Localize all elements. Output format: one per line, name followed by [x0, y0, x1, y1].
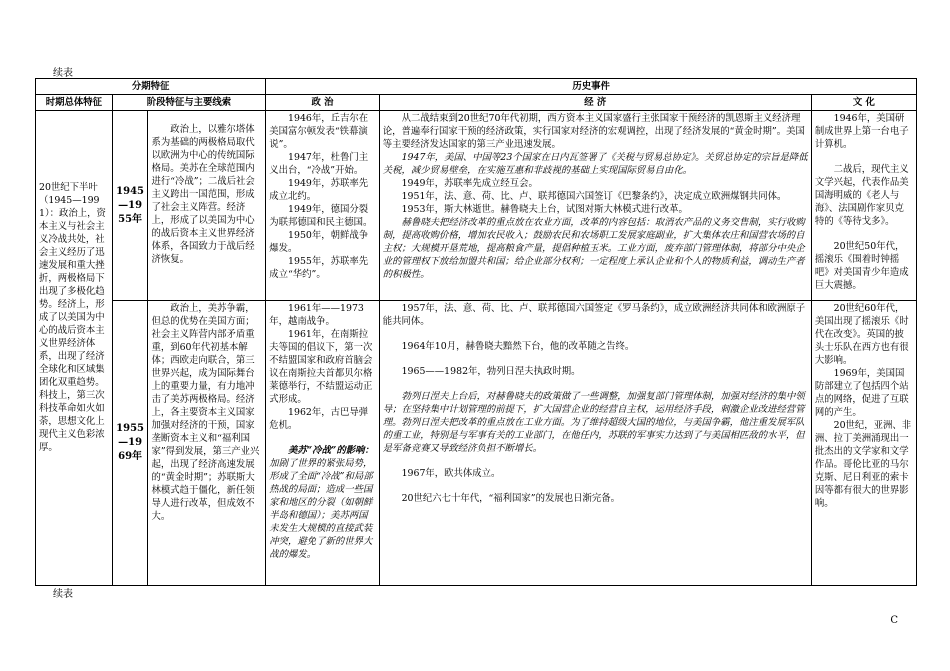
- corner-mark: C: [890, 615, 898, 626]
- politics-cell: [266, 301, 380, 586]
- economy-item: 1967年，欧共体成立。: [401, 468, 501, 479]
- culture-cell: [811, 111, 916, 301]
- period-cell: 1945—1955年: [112, 111, 148, 301]
- economy-item: 赫鲁晓夫把经济改革的重点放在农业方面，改革的内容包括：取消农产品的义务交售制，实行收购制，提高收购价格，增加农民收入；鼓励农民和农场职工发展家庭副业，扩大集体农庄和国营农场的自主权；大规模开垦荒地，提高粮食产量，提倡种植玉米。工业方面，废弃部门管理体制，将部分中央企业的管理权下放给加盟共和国；给企业部分权利；一定程度上承认企业和个人的物质利益，调动生产者的积极性。: [382, 217, 805, 280]
- continued-label-bottom: 续表: [53, 589, 73, 600]
- cold-war-impact-title: 美苏“冷战”的影响：: [288, 445, 374, 456]
- header-overall: 时期总体特征: [36, 95, 113, 111]
- economy-item: 20世纪六七十年代，“福利国家”的发展也日渐完备。: [401, 493, 620, 504]
- politics-item: 1947年，杜鲁门主义出台，“冷战”开始。: [269, 152, 369, 176]
- culture-cell: [811, 301, 916, 586]
- politics-item: 1961年——1973年，越南战争。: [269, 303, 364, 327]
- culture-item: 20世纪60年代，美国出现了摇滚乐《时代在改变》。英国的披头士乐队在西方也有很大影响。: [814, 303, 909, 366]
- politics-item: 1955年，苏联率先成立“华约”。: [269, 256, 369, 280]
- header-politics: 政 治: [266, 95, 380, 111]
- stage-text: 政治上，美苏争霸，但总的优势在美国方面；社会主义阵营内部矛盾重重，到60年代初基本解体；西欧走向联合，第三世界兴起，成为国际舞台上的重要力量，有力地冲击了美苏两极格局。经济上，各主要资本主义国家加强对经济的干预，国家垄断资本主义和“福利国家”得到发展，第三产业兴起，出现了经济高速发展的“黄金时期”；苏联斯大林模式趋于僵化，新任领导人进行改革，但成效不大。: [151, 303, 260, 522]
- economy-item: 1964年10月，赫鲁晓夫黯然下台，他的改革随之告终。: [401, 341, 635, 352]
- header-culture: 文 化: [811, 95, 916, 111]
- politics-item: 1949年，德国分裂为联邦德国和民主德国。: [269, 204, 373, 228]
- culture-item: 20世纪50年代，摇滚乐《围着时钟摇吧》对美国青少年造成巨大震撼。: [814, 241, 909, 291]
- period-cell: 1955—1969年: [112, 301, 148, 586]
- header-economy: 经 济: [379, 95, 811, 111]
- header-historical-events: 历史事件: [266, 79, 917, 95]
- politics-item: 1962年，古巴导弹危机。: [269, 407, 369, 431]
- culture-item: 二战后，现代主义文学兴起，代表作品美国海明威的《老人与海》、法国剧作家贝克特的《等待戈多》。: [814, 164, 909, 227]
- economy-item: 勃列日涅夫上台后，对赫鲁晓夫的政策做了一些调整，加强复部门管理体制，加强对经济的集中领导；在坚持集中计划管理的前提下，扩大国营企业的经营自主权，运用经济手段，刺激企业改进经营管理。勃列日涅夫把改革的重点放在工业方面。为了维持超级大国的地位，与美国争霸，他注重发展军队的重工业，特别是与军事有关的工业部门，在他任内，苏联的军事实力达到了与美国相匹敌的水平，但是军备竞赛又导致经济负担不断增长。: [382, 391, 805, 454]
- stage-cell: [148, 301, 266, 586]
- economy-item: 1957年，法、意、荷、比、卢、联邦德国六国签定《罗马条约》，成立欧洲经济共同体和欧洲原子能共同体。: [382, 303, 806, 327]
- economy-item: 1947年，美国、中国等23个国家在日内瓦签署了《关税与贸易总协定》。关贸总协定的宗旨是降低关税，减少贸易壁垒，在实施互惠和非歧视的基础上实现国际贸易自由化。: [382, 152, 808, 176]
- overall-features-cell: [36, 111, 113, 586]
- header-row-1: [36, 79, 917, 95]
- table-row: [36, 301, 917, 586]
- economy-item: 1949年，苏联率先成立经互会。: [401, 178, 538, 189]
- politics-item: 1949年，苏联率先成立北约。: [269, 178, 369, 202]
- continued-label-top: 续表: [53, 68, 73, 79]
- table-row: [36, 111, 917, 301]
- politics-item: 1961年，在南斯拉夫等国的倡议下，第一次不结盟国家和政府首脑会议在南斯拉夫首都贝尔格莱德举行，不结盟运动正式形成。: [269, 329, 373, 405]
- economy-cell: [379, 301, 811, 586]
- cold-war-impact: [269, 444, 376, 561]
- history-table: [35, 78, 917, 586]
- culture-item: 1946年，美国研制成世界上第一台电子计算机。: [814, 113, 909, 150]
- header-period-features: 分期特征: [36, 79, 266, 95]
- economy-item: 1965——1982年，勃列日涅夫执政时期。: [401, 366, 581, 377]
- economy-cell: [379, 111, 811, 301]
- politics-item: 1946年，丘吉尔在美国富尔顿发表“铁幕演说”。: [269, 113, 369, 150]
- politics-cell: [266, 111, 380, 301]
- economy-item: 1951年，法、意、荷、比、卢、联邦德国六国签订《巴黎条约》，决定成立欧洲煤钢共同体。: [401, 191, 787, 202]
- culture-item: 20世纪，亚洲、非洲、拉丁美洲涌现出一批杰出的文学家和文学作品。哥伦比亚的马尔克斯、尼日利亚的索卡因等都有很大的世界影响。: [814, 420, 912, 509]
- header-row-2: [36, 95, 917, 111]
- stage-cell: [148, 111, 266, 301]
- cold-war-impact-text: 加剧了世界的紧张局势，形成了全面“冷战”和局部热战的局面；造成一些国家和地区的分裂（如朝鲜半岛和德国）；美苏两国未发生大规模的直接武装冲突，避免了新的世界大战的爆发。: [269, 458, 373, 560]
- stage-text: 政治上，以雅尔塔体系为基础的两极格局取代以欧洲为中心的传统国际格局。美苏在全球范围内进行“冷战”；二战后社会主义跨出一国范围，形成了社会主义阵营。经济上，形成了以美国为中心的战后资本主义世界经济体系，各国致力于战后经济恢复。: [151, 124, 255, 265]
- economy-item: 1953年，斯大林逝世。赫鲁晓夫上台，试图对斯大林模式进行改革。: [401, 204, 688, 215]
- culture-item: 1969年，美国国防部建立了包括四个站点的网络，促进了互联网的产生。: [814, 368, 909, 418]
- header-stage: 阶段特征与主要线索: [112, 95, 266, 111]
- overall-features-text: 20世纪下半叶（1945—1991）：政治上，资本主义与社会主义冷战共处，社会主义经历了迅速发展和重大挫折，两极格局下出现了多极化趋势。经济上，形成了以美国为中心的战后资本主义世界经济体系，出现了经济全球化和区域集团化双重趋势。科技上，第三次科技革命如火如荼，思想文化上现代主义色彩浓厚。: [39, 182, 106, 453]
- economy-item: 从二战结束到20世纪70年代初期，西方资本主义国家盛行主张国家干预经济的凯恩斯主义经济理论，普遍奉行国家干预的经济政策，实行国家对经济的宏观调控，出现了经济发展的“黄金时期”。美国等主要经济发达国家的第三产业迅速发展。: [382, 113, 805, 150]
- politics-item: 1950年，朝鲜战争爆发。: [269, 230, 369, 254]
